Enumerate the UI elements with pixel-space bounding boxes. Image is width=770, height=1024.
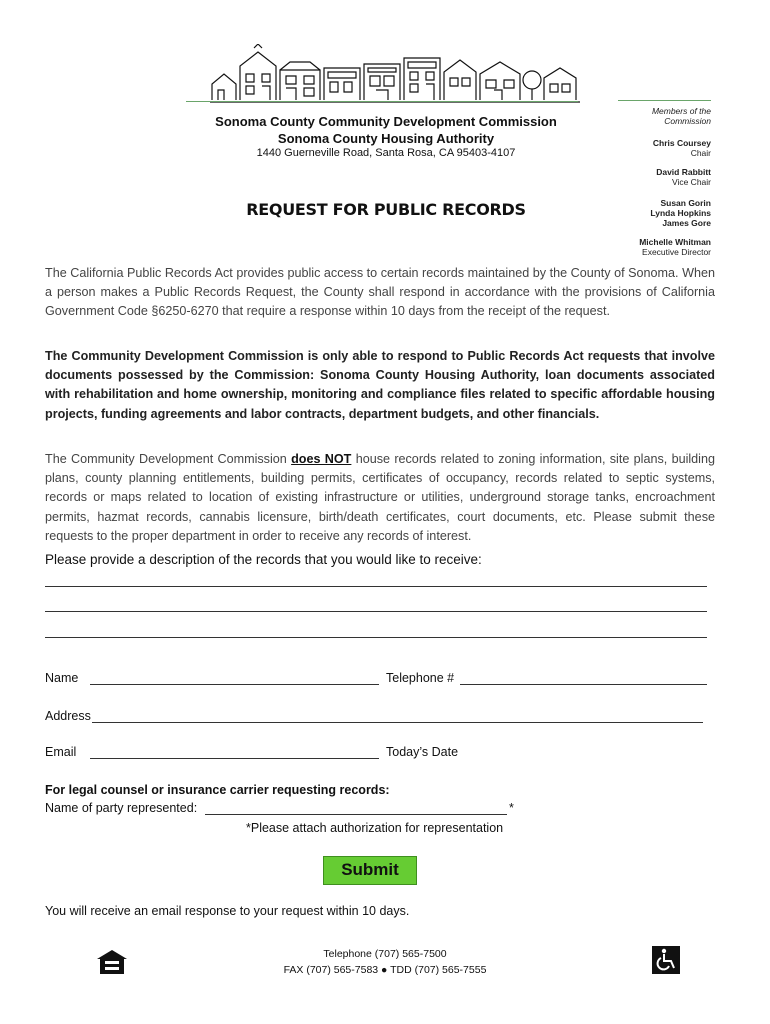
intro-paragraph: The California Public Records Act provides public access to certain records maintained by the County of Sonoma. When a person makes a Public Records Request, the County shall respond in accordance with the provisions of California Government Code §6250-6270 that require a response within 10 days from the receipt of the request.	[45, 266, 715, 319]
chair-name: Chris Coursey	[652, 138, 711, 148]
equal-housing-icon	[96, 949, 128, 975]
director-title: Executive Director	[642, 247, 711, 257]
email-label: Email	[45, 745, 77, 759]
chair-title: Chair	[690, 148, 711, 158]
vice-chair-name: David Rabbitt	[656, 167, 711, 177]
legal-counsel-heading: For legal counsel or insurance carrier requesting records:	[45, 783, 390, 797]
member-list	[600, 198, 711, 228]
exclusions-start: The Community Development Commission	[45, 452, 292, 466]
member-2: Lynda Hopkins	[650, 208, 711, 218]
name-field[interactable]	[90, 684, 379, 685]
telephone-label: Telephone #	[386, 671, 455, 685]
exclusions-rest: house records related to zoning information, site plans, building plans, county planning entitlements, building permits, certificates of occupancy, records related to septic systems, records or maps related to location of existing infrastructure or utilities, underground storage tanks, encroachment permits, hazmat records, cannabis licensure, birth/death certificates, court documents, etc. Please submit these requests to the proper department in order to receive any records of interest.	[45, 452, 715, 543]
email-field[interactable]	[90, 758, 379, 759]
party-asterisk: *	[509, 801, 514, 815]
party-label: Name of party represented:	[45, 801, 198, 815]
description-line-2[interactable]	[45, 611, 707, 612]
address-label: Address	[45, 709, 91, 723]
org-subname: Sonoma County Housing Authority	[277, 131, 495, 146]
wheelchair-icon	[652, 946, 680, 974]
members-heading-line2: Commission	[664, 116, 711, 126]
footer-fax-tdd: FAX (707) 565-7583 ● TDD (707) 565-7555	[283, 964, 487, 976]
org-name: Sonoma County Community Development Commission	[215, 114, 557, 129]
member-vice-chair	[600, 167, 711, 187]
email-response-note: You will receive an email response to your request within 10 days.	[45, 904, 410, 918]
date-label: Today’s Date	[386, 745, 459, 759]
name-label: Name	[45, 671, 79, 685]
address-field[interactable]	[92, 722, 703, 723]
member-chair	[600, 138, 711, 158]
description-prompt: Please provide a description of the records that you would like to receive:	[45, 552, 482, 567]
attach-note: *Please attach authorization for representation	[246, 821, 504, 835]
description-line-3[interactable]	[45, 637, 707, 638]
member-3: James Gore	[662, 218, 711, 228]
exclusions-paragraph	[45, 450, 715, 546]
scope-paragraph: The Community Development Commission is only able to respond to Public Records Act requests that involve documents possessed by the Commission: Sonoma County Housing Authority, loan documents associated with rehabilitation and home ownership, monitoring and compliance files related to specific affordable housing projects, funding agreements and labor contracts, department budgets, and other financials.	[45, 349, 715, 421]
party-field[interactable]	[205, 814, 507, 815]
telephone-field[interactable]	[460, 684, 707, 685]
vice-chair-title: Vice Chair	[671, 177, 711, 187]
header-divider	[186, 101, 578, 102]
members-heading	[600, 106, 711, 126]
members-heading-line1: Members of the	[651, 106, 711, 116]
org-address: 1440 Guerneville Road, Santa Rosa, CA 95403-4107	[256, 147, 516, 159]
does-not-emphasis: does NOT	[291, 452, 352, 466]
director-name: Michelle Whitman	[639, 237, 711, 247]
submit-button[interactable]: Submit	[323, 856, 417, 885]
houses-logo	[210, 44, 580, 104]
sidebar-divider	[618, 100, 711, 101]
footer-telephone: Telephone (707) 565-7500	[323, 948, 447, 960]
member-1: Susan Gorin	[660, 198, 711, 208]
executive-director	[600, 237, 711, 257]
page-title: REQUEST FOR PUBLIC RECORDS	[246, 200, 526, 219]
description-line-1[interactable]	[45, 586, 707, 587]
